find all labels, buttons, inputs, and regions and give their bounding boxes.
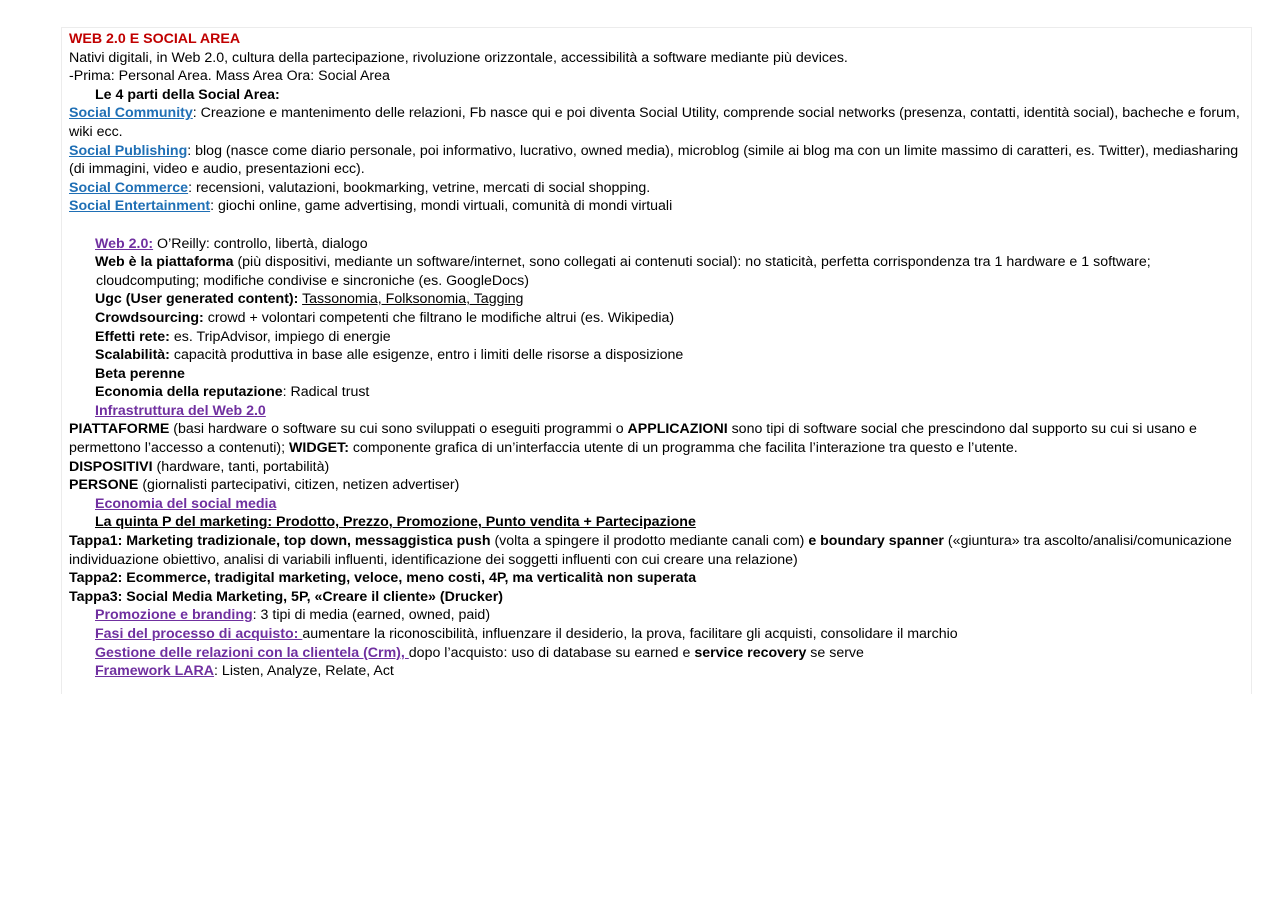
ugc-underline: Tassonomia, Folksonomia, Tagging — [302, 291, 524, 308]
tappa1-bold: Tappa1: Marketing tradizionale, top down, messaggistica push — [69, 533, 491, 550]
web20-text: O’Reilly: controllo, libertà, dialogo — [153, 235, 368, 252]
widget-bold: WIDGET: — [289, 440, 349, 457]
boundary-text: («giuntura» tra ascolto/analisi/comunicazione individuazione obiettivo, analisi di variabili influenti, identificazione dei soggetti influenti con cui creare una relazione) — [69, 533, 1232, 568]
spacer — [69, 216, 1249, 235]
part-link[interactable]: Social Community — [69, 105, 193, 122]
tappa1-paragraph — [69, 532, 1249, 569]
persone-text: (giornalisti partecipativi, citizen, netizen advertiser) — [138, 477, 460, 494]
crm-link[interactable]: Gestione delle relazioni con la clientela (Crm), — [95, 644, 409, 661]
feature-line — [69, 383, 1249, 402]
dispositivi-line — [69, 458, 1249, 477]
infrastruttura-line — [69, 402, 1249, 421]
feature-text: : Radical trust — [282, 384, 370, 401]
feature-bold: Economia della reputazione — [95, 384, 283, 401]
infrastruttura-link[interactable]: Infrastruttura del Web 2.0 — [95, 402, 266, 419]
piattaforma-cont: cloudcomputing; modifiche condivise e sincroniche (es. GoogleDocs) — [96, 272, 529, 289]
feature-bold: Effetti rete: — [95, 328, 170, 345]
marketing-link[interactable]: Fasi del processo di acquisto: — [95, 626, 303, 642]
tappa2-line: Tappa2: Ecommerce, tradigital marketing, veloce, meno costi, 4P, ma verticalità non superata — [69, 570, 697, 587]
part-text: : giochi online, game advertising, mondi virtuali, comunità di mondi virtuali — [210, 198, 673, 215]
marketing-item — [69, 606, 1249, 625]
lara-link[interactable]: Framework LARA — [95, 663, 215, 680]
feature-bold: Beta perenne — [95, 365, 185, 382]
feature-text: es. TripAdvisor, impiego di energie — [169, 328, 391, 345]
part-item — [69, 104, 1249, 141]
lara-text: : Listen, Analyze, Relate, Act — [214, 663, 394, 680]
part-item — [69, 197, 1249, 216]
dispositivi-bold: DISPOSITIVI — [69, 458, 153, 475]
crm-text: dopo l’acquisto: uso di database su earned e — [408, 644, 695, 661]
applicazioni-bold: APPLICAZIONI — [627, 421, 728, 438]
tappa3-line: Tappa3: Social Media Marketing, 5P, «Creare il cliente» (Drucker) — [69, 588, 503, 605]
feature-line — [69, 309, 1249, 328]
feature-text: capacità produttiva in base alle esigenze, entro i limiti delle risorse a disposizione — [169, 347, 684, 364]
crm-text-end: se serve — [806, 644, 864, 661]
part-link[interactable]: Social Publishing — [69, 142, 188, 159]
document-title: WEB 2.0 E SOCIAL AREA — [69, 31, 241, 47]
part-link[interactable]: Social Entertainment — [69, 198, 211, 215]
marketing-item — [69, 625, 1249, 644]
boundary-bold: e boundary spanner — [808, 533, 944, 550]
marketing-link[interactable]: Promozione e branding — [95, 607, 253, 624]
service-recovery-bold: service recovery — [694, 644, 807, 661]
economia-line — [69, 495, 1249, 514]
tappa1-text: (volta a spingere il prodotto mediante canali com) — [490, 533, 809, 550]
parts-heading: Le 4 parti della Social Area: — [95, 86, 280, 103]
piattaforme-paragraph — [69, 420, 1249, 457]
quinta-p-heading: La quinta P del marketing: Prodotto, Prezzo, Promozione, Punto vendita + Partecipazione — [95, 514, 696, 531]
feature-bold: Crowdsourcing: — [95, 309, 204, 326]
intro-line: -Prima: Personal Area. Mass Area Ora: Social Area — [69, 68, 390, 85]
applicazioni-text: sono tipi di software social che prescindono dal supporto su cui si usano e permettono l’accesso a contenuti); — [69, 421, 1197, 457]
marketing-text: : 3 tipi di media (earned, owned, paid) — [252, 607, 491, 624]
feature-bold: Scalabilità: — [95, 347, 170, 364]
part-item — [69, 179, 1249, 198]
piattaforme-text: (basi hardware o software su cui sono sviluppati o eseguiti programmi o — [169, 421, 628, 438]
part-text: : recensioni, valutazioni, bookmarking, vetrine, mercati di social shopping. — [188, 179, 651, 196]
piattaforma-line — [69, 253, 1249, 272]
feature-text: crowd + volontari competenti che filtrano le modifiche altrui (es. Wikipedia) — [203, 309, 675, 326]
lara-line — [69, 662, 1249, 681]
intro-line: Nativi digitali, in Web 2.0, cultura della partecipazione, rivoluzione orizzontale, accessibilità a software mediante più devices. — [69, 49, 848, 66]
feature-line — [69, 365, 1249, 384]
part-link[interactable]: Social Commerce — [69, 179, 189, 196]
persone-bold: PERSONE — [69, 477, 139, 494]
part-text: : Creazione e mantenimento delle relazioni, Fb nasce qui e poi diventa Social Utility, comprende social networks (presenza, contatti, identità social), bacheche e forum, wiki ecc. — [69, 105, 1240, 140]
part-text: : blog (nasce come diario personale, poi informativo, lucrativo, owned media), microblog (simile ai blog ma con un limite massimo di caratteri, es. Twitter), mediasharing (di immagini, video e audio, presentazioni ecc). — [69, 142, 1239, 178]
part-item — [69, 142, 1249, 179]
ugc-line — [69, 290, 1249, 309]
crm-line — [69, 644, 1249, 663]
piattaforma-bold: Web è la piattaforma — [95, 254, 234, 271]
feature-line — [69, 346, 1249, 365]
economia-link[interactable]: Economia del social media — [95, 495, 277, 512]
web20-line — [69, 235, 1249, 254]
document-body — [69, 30, 1249, 681]
feature-line — [69, 328, 1249, 347]
marketing-text: aumentare la riconoscibilità, influenzare il desiderio, la prova, facilitare gli acquisti, consolidare il marchio — [302, 626, 958, 642]
persone-line — [69, 476, 1249, 495]
widget-text: componente grafica di un’interfaccia utente di un programma che facilita l’interazione tra questo e l’utente. — [348, 440, 1018, 457]
piattaforme-bold: PIATTAFORME — [69, 421, 170, 438]
web20-link[interactable]: Web 2.0: — [95, 235, 154, 252]
dispositivi-text: (hardware, tanti, portabilità) — [152, 458, 330, 475]
piattaforma-text: (più dispositivi, mediante un software/internet, sono collegati ai contenuti social): no staticità, perfetta corrispondenza tra 1 hardware e 1 software; — [233, 254, 1151, 271]
ugc-bold: Ugc (User generated content): — [95, 291, 299, 308]
